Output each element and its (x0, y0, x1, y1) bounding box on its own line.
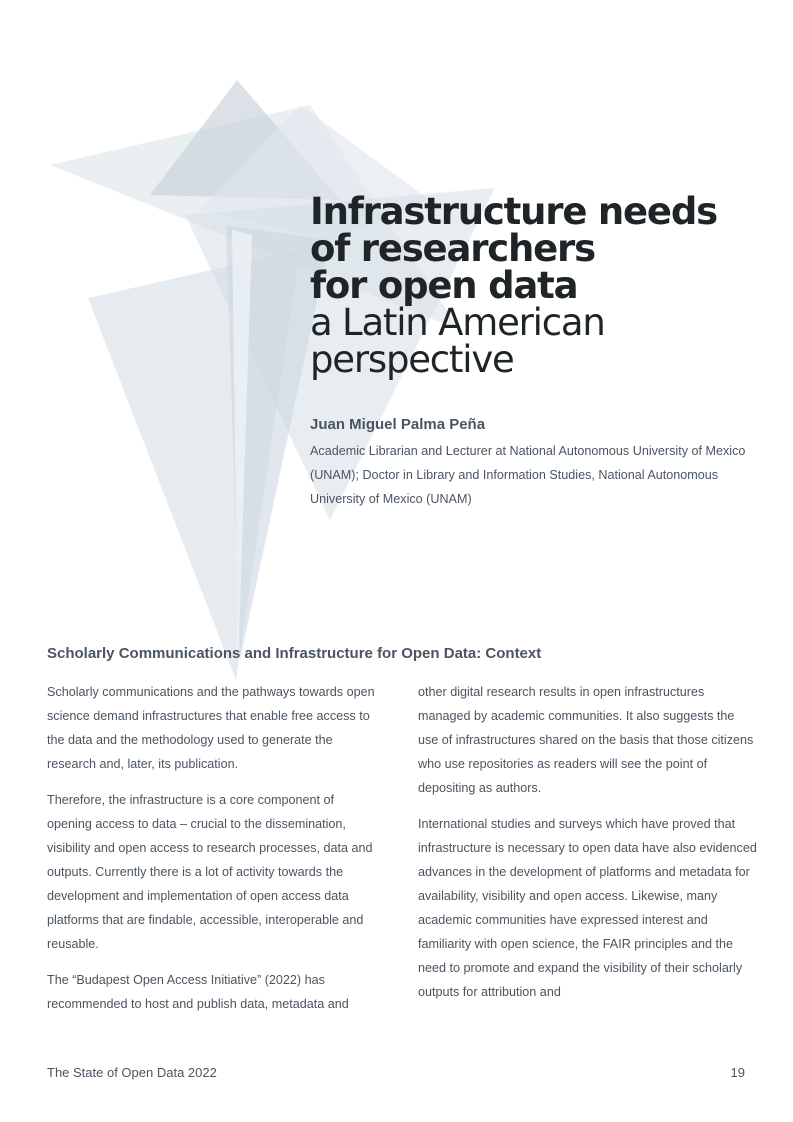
author-block (310, 416, 750, 511)
footer-publication: The State of Open Data 2022 (47, 1065, 217, 1080)
subtitle-line: a Latin American (310, 301, 605, 344)
title-line: of researchers (310, 227, 595, 270)
author-affiliation: Academic Librarian and Lecturer at National Autonomous University of Mexico (UNAM); Doctor in Library and Information Studies, National Autonomous University of Mexico (UNAM) (310, 444, 746, 506)
title-line: for open data (310, 264, 578, 307)
title-line: Infrastructure needs (310, 190, 717, 233)
author-name: Juan Miguel Palma Peña (310, 416, 486, 433)
subtitle-line: perspective (310, 338, 514, 381)
section-heading: Scholarly Communications and Infrastructure for Open Data: Context (47, 645, 542, 662)
body-paragraph: Therefore, the infrastructure is a core component of opening access to data – crucial to the dissemination, visibility and open access to research processes, data and outputs. Currently there is a lot of activity towards the development and implementation of open access data platforms that are findable, accessible, interoperable and reusable. (47, 793, 373, 951)
page-number: 19 (730, 1065, 745, 1080)
article-title (310, 190, 770, 381)
body-paragraph: Scholarly communications and the pathways towards open science demand infrastructures that enable free access to the data and the methodology used to generate the research and, later, its publication. (47, 685, 375, 771)
body-paragraph: other digital research results in open infrastructures managed by academic communities. It also suggests the use of infrastructures shared on the basis that those citizens who use repositories as readers will see the point of depositing as authors. (418, 685, 754, 795)
body-paragraph: International studies and surveys which have proved that infrastructure is necessary to open data have also evidenced advances in the development of platforms and metadata for availability, visibility and open access. Likewise, many academic communities have expressed interest and familiarity with open science, the FAIR principles and the need to promote and expand the visibility of their scholarly outputs for attribution and (418, 817, 757, 999)
body-column-right (418, 680, 758, 1016)
body-paragraph: The “Budapest Open Access Initiative” (2022) has recommended to host and publish data, metadata and (47, 973, 349, 1011)
body-column-left (47, 680, 382, 1028)
